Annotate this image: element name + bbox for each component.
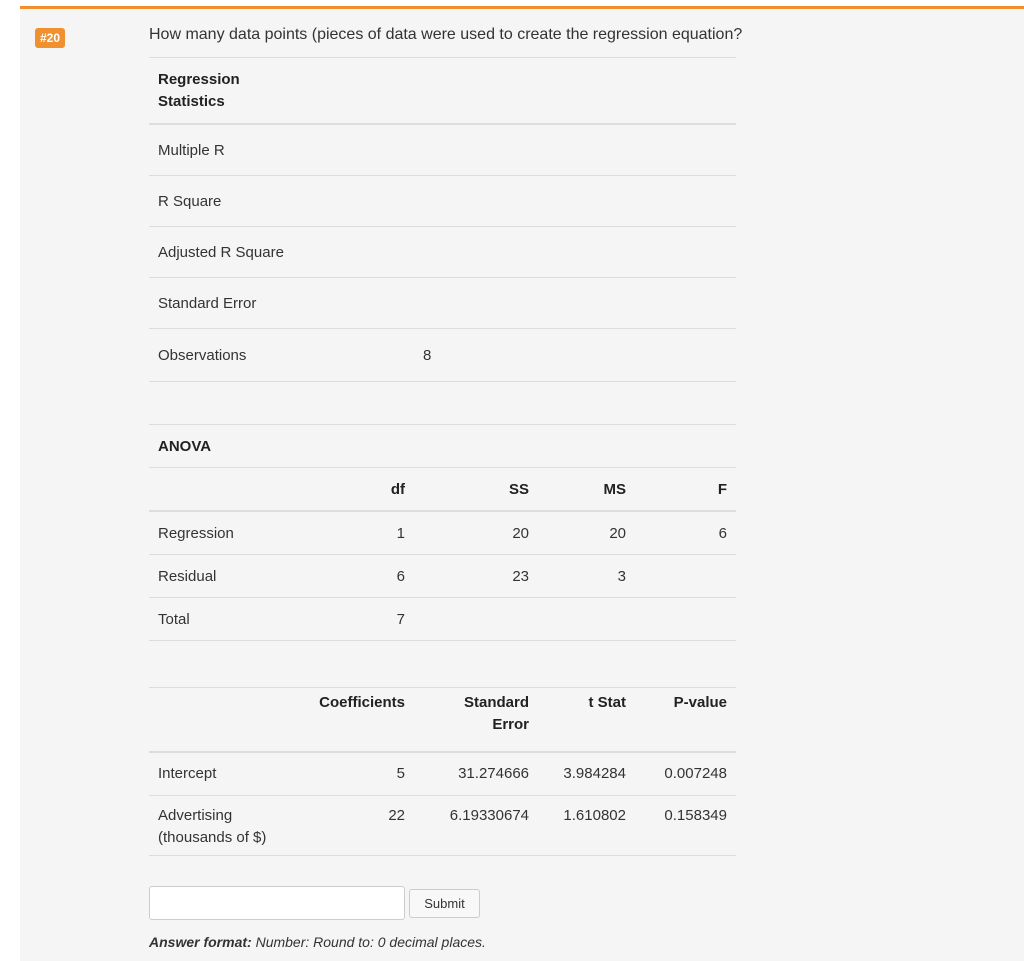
regression-statistics-header-line1: Regression <box>158 70 240 88</box>
table-row <box>149 511 736 555</box>
question-text: How many data points (pieces of data were used to create the regression equation? <box>149 26 743 43</box>
stat-label: Standard Error <box>149 278 414 329</box>
question-card <box>20 6 1024 961</box>
std-error-header-line1: Standard <box>463 694 529 711</box>
answer-input[interactable] <box>149 886 405 920</box>
table-row <box>149 329 736 382</box>
table-row <box>149 176 736 227</box>
table-row <box>149 555 736 598</box>
anova-ms <box>538 598 635 641</box>
table-row <box>149 795 736 855</box>
answer-format-text: Number: Round to: 0 decimal places. <box>255 934 486 950</box>
anova-ss: 20 <box>414 511 538 555</box>
std-error-value: 31.274666 <box>414 752 538 796</box>
regression-statistics-header-line2: Statistics <box>158 92 225 110</box>
stat-label: Multiple R <box>149 124 414 176</box>
std-error-value: 6.19330674 <box>414 795 538 855</box>
regression-statistics-header-row <box>149 58 736 125</box>
anova-ms: 20 <box>538 511 635 555</box>
table-row <box>149 752 736 796</box>
anova-f <box>635 555 736 598</box>
answer-format-label: Answer format: <box>149 934 252 950</box>
anova-ms: 3 <box>538 555 635 598</box>
stat-value <box>414 124 440 176</box>
anova-df: 7 <box>306 598 414 641</box>
table-row <box>149 598 736 641</box>
anova-row-label: Total <box>149 598 306 641</box>
coefficient-row-label <box>149 795 306 855</box>
stat-fill <box>440 176 736 227</box>
stat-fill <box>440 329 736 382</box>
stat-fill <box>440 278 736 329</box>
stat-label: Observations <box>149 329 414 382</box>
t-stat-value: 3.984284 <box>538 752 635 796</box>
stat-value: 8 <box>414 329 440 382</box>
anova-column-header: df <box>306 468 414 512</box>
coefficient-value: 22 <box>306 795 414 855</box>
anova-f: 6 <box>635 511 736 555</box>
p-value-value: 0.007248 <box>635 752 736 796</box>
t-stat-column-header: t Stat <box>538 688 635 752</box>
regression-statistics-table <box>149 57 736 382</box>
p-value-column-header: P-value <box>635 688 736 752</box>
table-row <box>149 278 736 329</box>
regression-statistics-header <box>149 58 414 125</box>
question-number-badge: #20 <box>35 28 65 48</box>
anova-title-row <box>149 425 736 468</box>
p-value-value: 0.158349 <box>635 795 736 855</box>
anova-column-header-row <box>149 468 736 512</box>
stat-fill <box>440 227 736 278</box>
coefficient-row-label-line1: Advertising <box>158 806 233 824</box>
anova-column-header: MS <box>538 468 635 512</box>
coefficients-table <box>149 687 736 856</box>
stat-value <box>414 278 440 329</box>
table-row <box>149 124 736 176</box>
regression-statistics-header-fill <box>440 58 736 125</box>
coefficient-row-label: Intercept <box>149 752 306 796</box>
coefficient-value: 5 <box>306 752 414 796</box>
t-stat-value: 1.610802 <box>538 795 635 855</box>
stat-value <box>414 176 440 227</box>
anova-title: ANOVA <box>158 437 212 455</box>
std-error-header-line2: Error <box>492 716 529 733</box>
coefficient-row-label-line2: (thousands of $) <box>158 828 267 846</box>
anova-column-header: SS <box>414 468 538 512</box>
regression-statistics-header-spacer <box>414 58 440 125</box>
anova-ss <box>414 598 538 641</box>
stat-label: Adjusted R Square <box>149 227 414 278</box>
answer-format <box>149 934 486 950</box>
table-row <box>149 227 736 278</box>
coefficients-column-header-empty <box>149 688 306 752</box>
anova-table <box>149 424 736 641</box>
coefficients-column-header: Coefficients <box>306 688 414 752</box>
anova-column-header: F <box>635 468 736 512</box>
anova-ss: 23 <box>414 555 538 598</box>
anova-df: 1 <box>306 511 414 555</box>
anova-row-label: Regression <box>149 511 306 555</box>
stat-value <box>414 227 440 278</box>
anova-f <box>635 598 736 641</box>
anova-row-label: Residual <box>149 555 306 598</box>
stat-fill <box>440 124 736 176</box>
anova-df: 6 <box>306 555 414 598</box>
submit-button[interactable]: Submit <box>409 889 480 918</box>
coefficients-column-header-row <box>149 688 736 752</box>
anova-column-header <box>149 468 306 512</box>
stat-label: R Square <box>149 176 414 227</box>
std-error-column-header <box>414 688 538 752</box>
